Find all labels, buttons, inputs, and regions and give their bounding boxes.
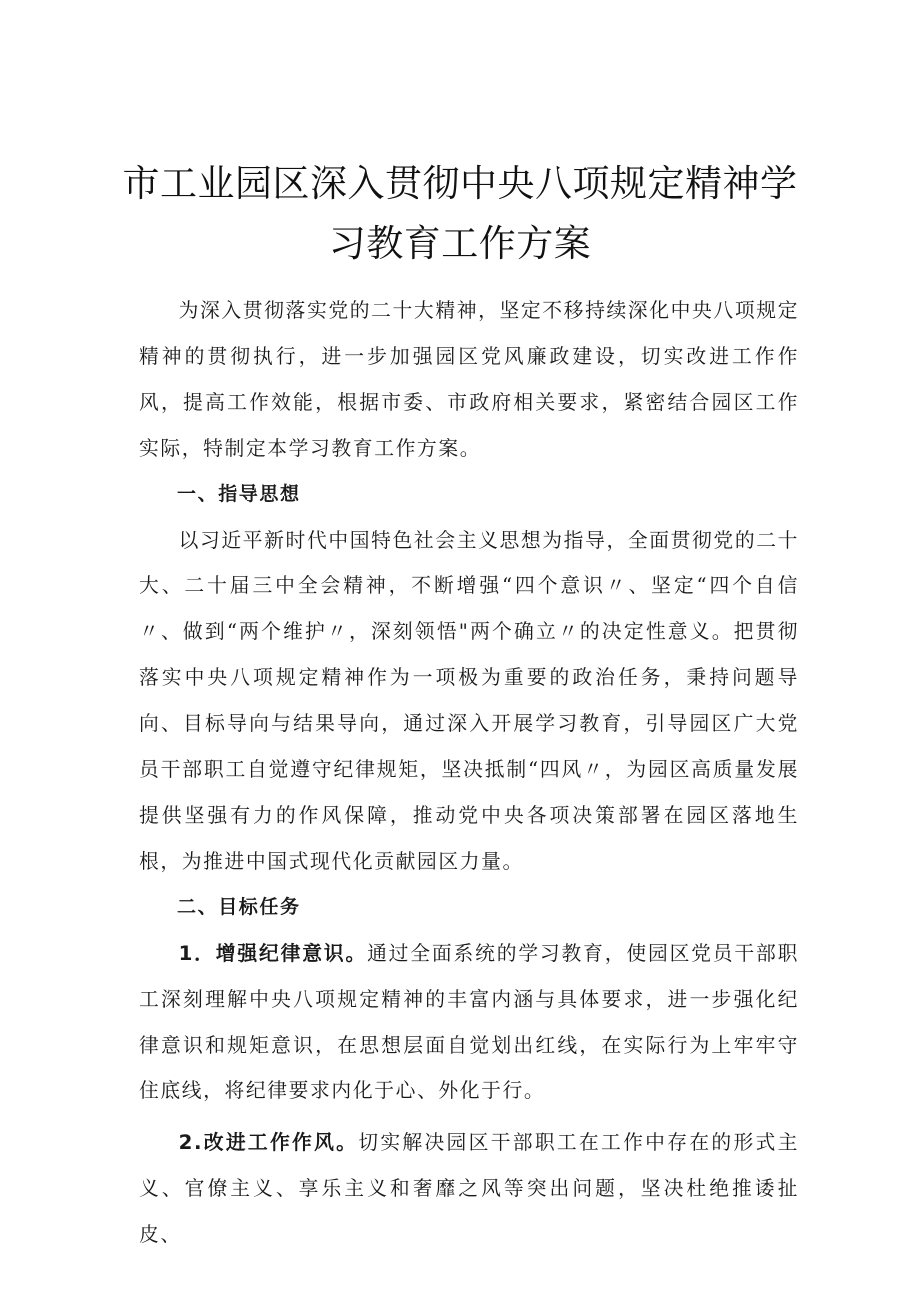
target-item-2-lead: 2.改进工作作风。 — [178, 1131, 359, 1155]
intro-paragraph: 为深入贯彻落实党的二十大精神，坚定不移持续深化中央八项规定精神的贯彻执行，进一步加强园区党风廉政建设，切实改进工作作风，提高工作效能，根据市委、市政府相关要求，紧密结合园区工作实际，特制定本学习教育工作方案。 — [139, 299, 799, 460]
document-title-line-1: 市工业园区深入贯彻中央八项规定精神学 — [122, 162, 798, 205]
target-item-2 — [139, 1120, 799, 1258]
section-1-heading: 一、指导思想 — [177, 482, 301, 505]
document-body — [139, 288, 799, 1258]
target-item-1-lead: 1．增强纪律意识。 — [178, 941, 368, 965]
target-item-1 — [139, 931, 799, 1115]
section-1-paragraph: 以习近平新时代中国特色社会主义思想为指导，全面贯彻党的二十大、二十届三中全会精神，不断增强“四个意识〃、坚定“四个自信〃、做到“两个维护〃，深刻领悟"两个确立〃的决定性意义。把贯彻落实中央八项规定精神作为一项极为重要的政治任务，秉持问题导向、目标导向与结果导向，通过深入开展学习教育，引导园区广大党员干部职工自觉遵守纪律规矩，坚决抵制“四风〃，为园区高质量发展提供坚强有力的作风保障，推动党中央各项决策部署在园区落地生根，为推进中国式现代化贡献园区力量。 — [139, 528, 799, 873]
target-item-1-text: 通过全面系统的学习教育，使园区党员干部职工深刻理解中央八项规定精神的丰富内涵与具体要求，进一步强化纪律意识和规矩意识，在思想层面自觉划出红线，在实际行为上牢牢守住底线，将纪律要求内化于心、外化于行。 — [139, 941, 799, 1103]
target-item-2-text: 切实解决园区干部职工在工作中存在的形式主义、官僚主义、享乐主义和奢靡之风等突出问题，坚决杜绝推诿扯皮、 — [139, 1131, 799, 1247]
document-title-line-2: 习教育工作方案 — [328, 222, 592, 265]
section-2-heading: 二、目标任务 — [177, 895, 301, 918]
